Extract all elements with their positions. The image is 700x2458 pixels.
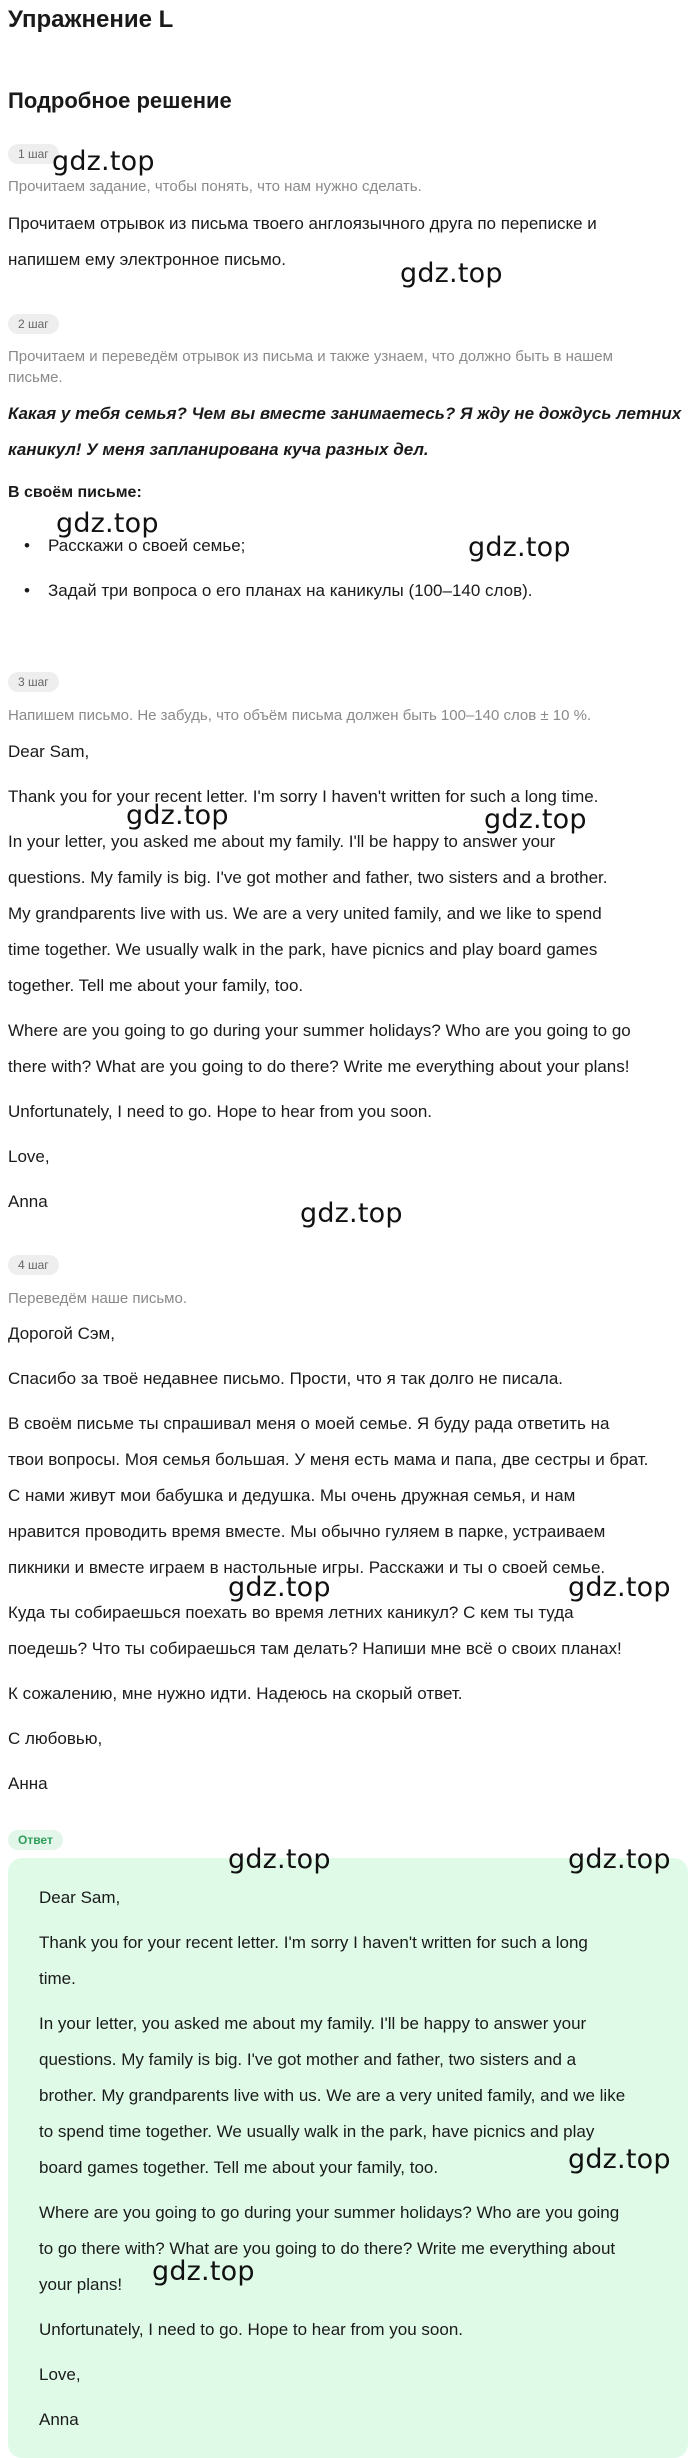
watermark: gdz.top	[400, 258, 503, 289]
step-1-badge: 1 шаг	[8, 144, 59, 164]
watermark: gdz.top	[300, 1198, 403, 1229]
excerpt-line: Какая у тебя семья? Чем вы вместе занимаетесь? Я жду не дождусь летних	[8, 404, 682, 423]
step-2-note-line: Прочитаем и переведём отрывок из письма и также узнаем, что должно быть в нашем	[8, 348, 613, 365]
letter-paragraph: Спасибо за твоё недавнее письмо. Прости, что я так долго не писала.	[8, 1369, 563, 1388]
letter-signature: Анна	[8, 1774, 48, 1793]
answer-line: your plans!	[39, 2275, 123, 2294]
letter-line: together. Tell me about your family, too.	[8, 976, 304, 995]
task-bullet: • Расскажи о своей семье;	[48, 532, 686, 560]
page-title: Упражнение L	[8, 6, 174, 33]
answer-letter	[39, 1880, 656, 2438]
step-4-note: Переведём наше письмо.	[8, 1290, 188, 1307]
letter-line: В своём письме ты спрашивал меня о моей семье. Я буду рада ответить на	[8, 1414, 610, 1433]
answer-signature: Anna	[39, 2410, 79, 2429]
step-3-note: Напишем письмо. Не забудь, что объём письма должен быть 100–140 слов ± 10 %.	[8, 707, 592, 724]
letter-closing: С любовью,	[8, 1729, 103, 1748]
letter-line: Куда ты собираешься поехать во время летних каникул? С кем ты туда	[8, 1603, 574, 1622]
step-2-note-line: письме.	[8, 369, 63, 386]
step-1-line: напишем ему электронное письмо.	[8, 250, 286, 269]
answer-paragraph	[39, 1925, 656, 1997]
letter-paragraph: К сожалению, мне нужно идти. Надеюсь на скорый ответ.	[8, 1684, 463, 1703]
solution-heading: Подробное решение	[8, 88, 232, 113]
watermark: gdz.top	[228, 1844, 331, 1875]
letter-line: твои вопросы. Моя семья большая. У меня есть мама и папа, две сестры и брат.	[8, 1450, 649, 1469]
answer-paragraph: Unfortunately, I need to go. Hope to hear from you soon.	[39, 2320, 463, 2339]
letter-paragraph: Thank you for your recent letter. I'm sorry I haven't written for such a long time.	[8, 787, 599, 806]
russian-letter	[8, 1316, 686, 1802]
watermark: gdz.top	[568, 1844, 671, 1875]
step-2-badge: 2 шаг	[8, 314, 59, 334]
answer-line: board games together. Tell me about your family, too.	[39, 2158, 439, 2177]
letter-paragraph	[8, 1595, 686, 1667]
answer-line: brother. My grandparents live with us. We are a very united family, and we like	[39, 2086, 626, 2105]
letter-line: Where are you going to go during your summer holidays? Who are you going to go	[8, 1021, 631, 1040]
letter-signature: Anna	[8, 1192, 48, 1211]
answer-closing: Love,	[39, 2365, 81, 2384]
letter-line: нравится проводить время вместе. Мы обычно гуляем в парке, устраиваем	[8, 1522, 606, 1541]
watermark: gdz.top	[568, 1572, 671, 1603]
watermark: gdz.top	[468, 532, 571, 563]
task-bullet: • Задай три вопроса о его планах на каникулы (100–140 слов).	[48, 577, 686, 605]
letter-greeting: Дорогой Сэм,	[8, 1324, 115, 1343]
watermark: gdz.top	[56, 508, 159, 539]
letter-paragraph: Unfortunately, I need to go. Hope to hear from you soon.	[8, 1102, 432, 1121]
letter-paragraph	[8, 824, 686, 1004]
step-1-line: Прочитаем отрывок из письма твоего англоязычного друга по переписке и	[8, 214, 597, 233]
answer-line: time.	[39, 1969, 76, 1988]
letter-greeting: Dear Sam,	[8, 742, 90, 761]
answer-line: In your letter, you asked me about my family. I'll be happy to answer your	[39, 2014, 587, 2033]
watermark: gdz.top	[52, 146, 155, 177]
answer-greeting: Dear Sam,	[39, 1888, 121, 1907]
step-4-badge: 4 шаг	[8, 1255, 59, 1275]
in-letter-title: В своём письме:	[8, 484, 142, 501]
letter-line: questions. My family is big. I've got mother and father, two sisters and a brother.	[8, 868, 608, 887]
watermark: gdz.top	[568, 2144, 671, 2175]
watermark: gdz.top	[126, 800, 229, 831]
answer-paragraph	[39, 2006, 656, 2186]
letter-line: пикники и вместе играем в настольные игры. Расскажи и ты о своей семье.	[8, 1558, 606, 1577]
answer-line: to go there with? What are you going to do there? Write me everything about	[39, 2239, 616, 2258]
step-3-badge: 3 шаг	[8, 672, 59, 692]
letter-line: С нами живут мои бабушка и дедушка. Мы очень дружная семья, и нам	[8, 1486, 576, 1505]
answer-line: Thank you for your recent letter. I'm sorry I haven't written for such a long	[39, 1933, 588, 1952]
step-1-text	[8, 206, 686, 278]
answer-paragraph	[39, 2195, 656, 2303]
answer-line: Where are you going to go during your summer holidays? Who are you going	[39, 2203, 620, 2222]
letter-line: My grandparents live with us. We are a very united family, and we like to spend	[8, 904, 602, 923]
letter-line: поедешь? Что ты собираешься там делать? Напиши мне всё о своих планах!	[8, 1639, 622, 1658]
excerpt-line: каникул! У меня запланирована куча разных дел.	[8, 440, 429, 459]
task-bullets	[8, 532, 686, 605]
letter-paragraph	[8, 1013, 686, 1085]
letter-paragraph	[8, 1406, 686, 1586]
letter-line: there with? What are you going to do there? Write me everything about your plans!	[8, 1057, 630, 1076]
answer-badge: Ответ	[8, 1830, 63, 1850]
letter-line: time together. We usually walk in the park, have picnics and play board games	[8, 940, 598, 959]
letter-closing: Love,	[8, 1147, 50, 1166]
step-2-note	[8, 346, 686, 388]
letter-line: In your letter, you asked me about my family. I'll be happy to answer your	[8, 832, 556, 851]
answer-line: to spend time together. We usually walk in the park, have picnics and play	[39, 2122, 595, 2141]
letter-excerpt	[8, 396, 686, 468]
watermark: gdz.top	[152, 2256, 255, 2287]
watermark: gdz.top	[228, 1572, 331, 1603]
watermark: gdz.top	[484, 804, 587, 835]
step-1-note: Прочитаем задание, чтобы понять, что нам нужно сделать.	[8, 178, 422, 195]
answer-line: questions. My family is big. I've got mother and father, two sisters and a	[39, 2050, 577, 2069]
